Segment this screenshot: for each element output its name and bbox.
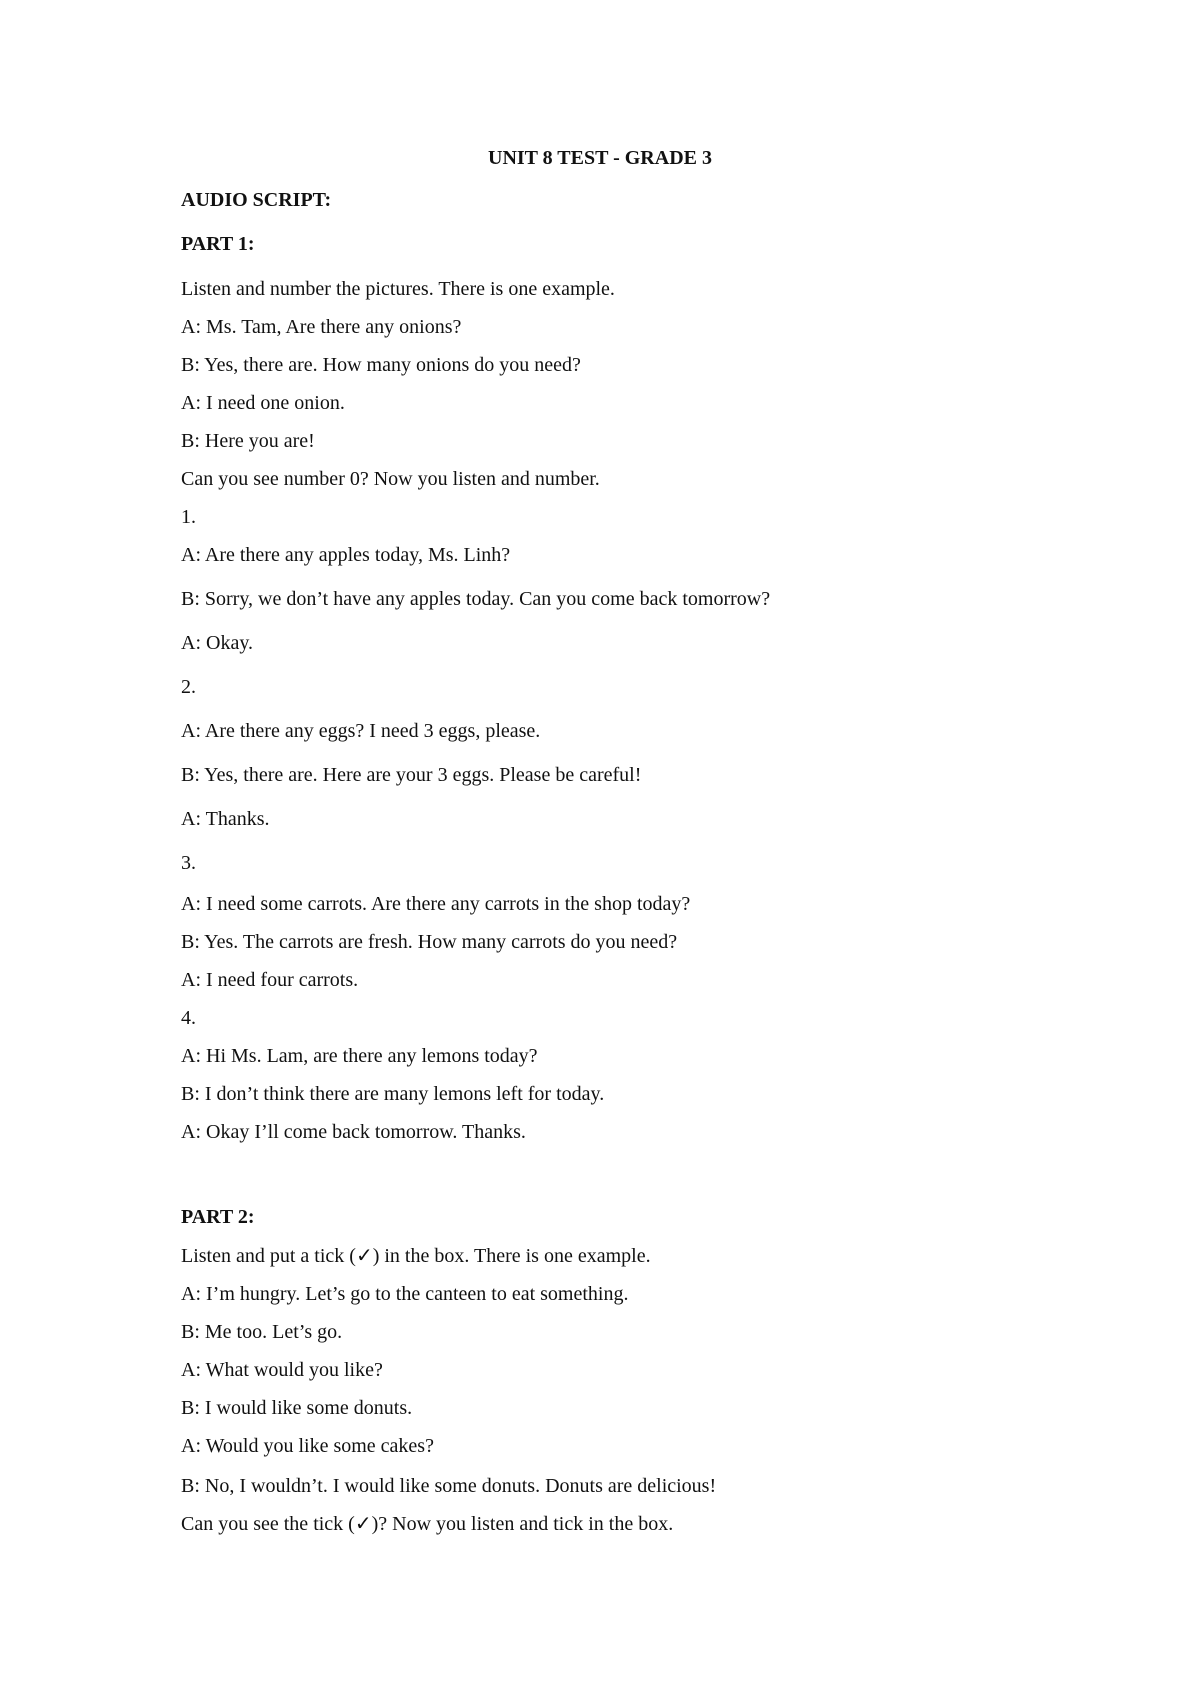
script-line: B: Yes, there are. Here are your 3 eggs. Please be careful!	[181, 764, 642, 786]
script-line: A: Would you like some cakes?	[181, 1435, 434, 1457]
item-number: 1.	[181, 506, 196, 528]
script-line: A: Ms. Tam, Are there any onions?	[181, 316, 462, 338]
item-number: 2.	[181, 676, 196, 698]
item-number: 3.	[181, 852, 196, 874]
script-line: A: Thanks.	[181, 808, 270, 830]
script-line: A: I’m hungry. Let’s go to the canteen to eat something.	[181, 1283, 629, 1305]
script-line: B: Yes, there are. How many onions do you need?	[181, 354, 581, 376]
document-title: UNIT 8 TEST - GRADE 3	[488, 147, 712, 169]
item-number: 4.	[181, 1007, 196, 1029]
script-line: A: Are there any apples today, Ms. Linh?	[181, 544, 511, 566]
script-line: A: I need four carrots.	[181, 969, 359, 991]
script-line: B: I would like some donuts.	[181, 1397, 413, 1419]
script-line: B: I don’t think there are many lemons left for today.	[181, 1083, 605, 1105]
script-line: A: Hi Ms. Lam, are there any lemons today?	[181, 1045, 538, 1067]
script-line: A: What would you like?	[181, 1359, 383, 1381]
script-line: Can you see number 0? Now you listen and number.	[181, 468, 600, 490]
part1-heading: PART 1:	[181, 233, 255, 255]
script-line: A: Okay I’ll come back tomorrow. Thanks.	[181, 1121, 526, 1143]
script-line: A: Okay.	[181, 632, 254, 654]
audio-script-heading: AUDIO SCRIPT:	[181, 189, 332, 211]
script-line: A: I need one onion.	[181, 392, 345, 414]
script-line: B: Me too. Let’s go.	[181, 1321, 343, 1343]
script-line: A: Are there any eggs? I need 3 eggs, please.	[181, 720, 541, 742]
script-line: B: Here you are!	[181, 430, 315, 452]
script-line: B: No, I wouldn’t. I would like some donuts. Donuts are delicious!	[181, 1475, 717, 1497]
script-line: A: I need some carrots. Are there any carrots in the shop today?	[181, 893, 691, 915]
script-line: B: Sorry, we don’t have any apples today. Can you come back tomorrow?	[181, 588, 771, 610]
script-line: Can you see the tick (✓)? Now you listen and tick in the box.	[181, 1513, 674, 1535]
part2-heading: PART 2:	[181, 1206, 255, 1228]
script-line: B: Yes. The carrots are fresh. How many carrots do you need?	[181, 931, 678, 953]
part1-instruction: Listen and number the pictures. There is one example.	[181, 278, 615, 300]
part2-instruction: Listen and put a tick (✓) in the box. There is one example.	[181, 1245, 651, 1267]
